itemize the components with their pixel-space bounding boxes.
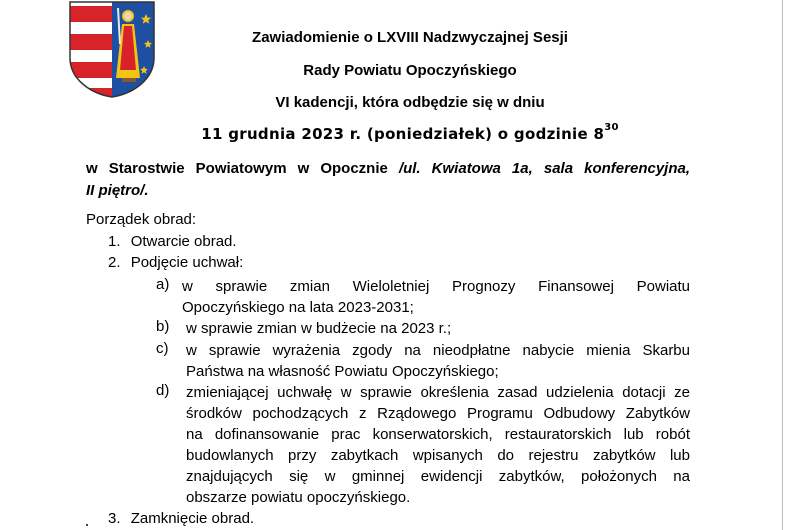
session-time-minutes: 30 <box>604 122 619 133</box>
subitem-line: znajdujących się w gminnej ewidencji zabytków, położonych na <box>186 468 690 485</box>
session-location <box>86 158 690 202</box>
agenda-item-label: Zamknięcie obrad. <box>130 510 255 527</box>
paragraph-mark <box>86 524 88 526</box>
agenda-item-number: 3. <box>108 510 121 527</box>
subitem-a-marker: a) <box>156 276 170 293</box>
subitem-line: środków pochodzących z Rządowego Programu Odbudowy Zabytków <box>186 405 690 422</box>
page-edge-line <box>782 0 783 530</box>
agenda-title: Porządek obrad: <box>86 211 197 228</box>
subitem-c <box>186 340 690 382</box>
subitem-line: Państwa na własność Powiatu Opoczyńskiego; <box>186 363 499 380</box>
agenda-item-number: 1. <box>108 233 121 250</box>
agenda-item-2 <box>108 254 243 271</box>
subitem-line: w sprawie zmian w budżecie na 2023 r.; <box>186 320 452 337</box>
subitem-b-marker: b) <box>156 318 170 335</box>
location-line-2 <box>86 180 690 202</box>
council-name: Rady Powiatu Opoczyńskiego <box>303 62 517 79</box>
subitem-d-marker: d) <box>156 382 170 399</box>
subitem-line: zmieniającej uchwałę w sprawie określenia zasad udzielenia dotacji ze <box>186 384 690 401</box>
notice-title: Zawiadomienie o LXVIII Nadzwyczajnej Sesji <box>252 29 568 46</box>
term-line: VI kadencji, która odbędzie się w dniu <box>275 94 545 111</box>
session-date <box>120 122 700 143</box>
location-address: /ul. Kwiatowa 1a, sala konferencyjna, <box>398 160 690 177</box>
subitem-line: Opoczyńskiego na lata 2023-2031; <box>182 299 414 316</box>
subitem-line: budowlanych przy zabytkach wpisanych do rejestru zabytków lub <box>186 447 690 464</box>
location-floor: II piętro/. <box>86 182 149 199</box>
agenda-item-label: Otwarcie obrad. <box>130 233 237 250</box>
location-line-1 <box>86 158 690 180</box>
subitem-line: w sprawie wyrażenia zgody na nieodpłatne nabycie mienia Skarbu <box>186 342 690 359</box>
agenda-item-number: 2. <box>108 254 121 271</box>
subitem-line: na dofinansowanie prac konserwatorskich, restauratorskich lub robót <box>186 426 690 443</box>
subitem-c-marker: c) <box>156 340 169 357</box>
subitem-d <box>186 382 690 508</box>
session-date-text: 11 grudnia 2023 r. (poniedziałek) o godzinie 8 <box>201 125 605 143</box>
location-building: w Starostwie Powiatowym w Opocznie <box>86 160 388 177</box>
coat-of-arms-icon <box>66 0 158 98</box>
agenda-item-3 <box>108 510 254 527</box>
agenda-item-1 <box>108 233 237 250</box>
subitem-line: obszarze powiatu opoczyńskiego. <box>186 489 411 506</box>
subitem-b <box>186 318 690 339</box>
agenda-item-label: Podjęcie uchwał: <box>130 254 244 271</box>
subitem-a <box>182 276 690 318</box>
subitem-line: w sprawie zmian Wieloletniej Prognozy Finansowej Powiatu <box>182 278 690 295</box>
